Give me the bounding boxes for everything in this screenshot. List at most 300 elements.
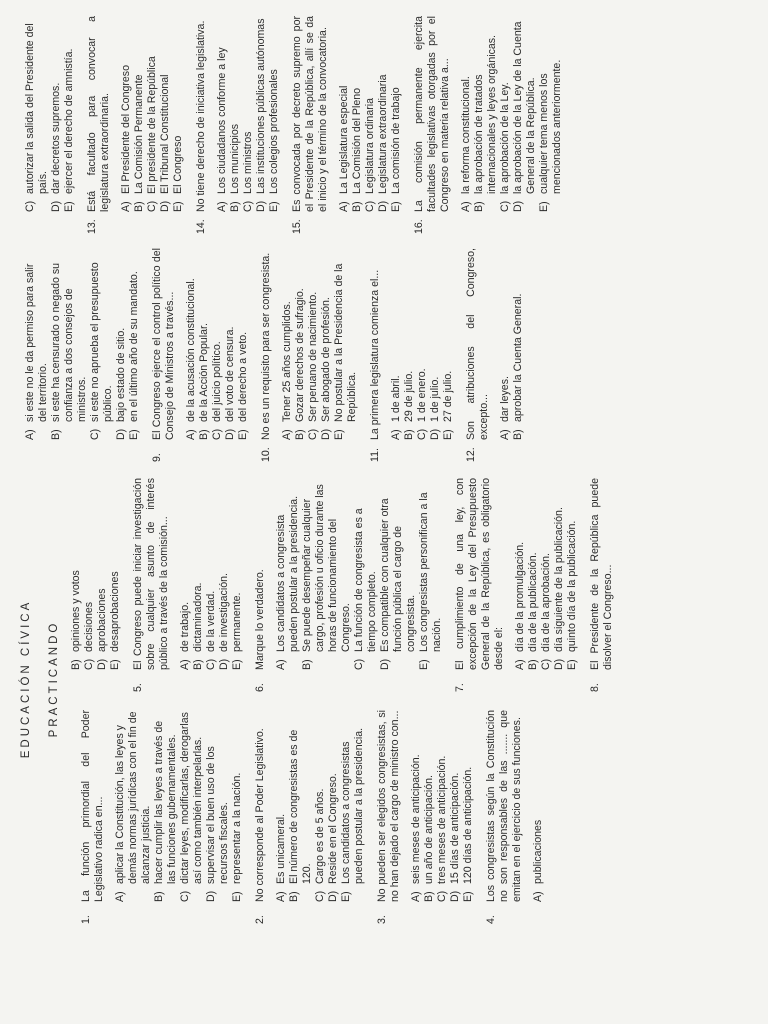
option-text: del derecho a veto. (237, 331, 249, 422)
answer-option (205, 710, 231, 902)
question-text: Marque lo verdadero. (254, 569, 266, 670)
option-text: aprobaciones (96, 588, 108, 652)
question-number: 7. (454, 683, 466, 692)
answer-option (216, 16, 229, 212)
question-text: Es convocada por decreto supremo por el Presidente de la República, allí se da el inicio y el término de la convocatoria. (291, 16, 329, 212)
option-letter: A) (185, 429, 197, 440)
answer-option (540, 478, 553, 670)
answer-option (379, 478, 418, 670)
answer-option (133, 16, 146, 212)
answer-option (429, 248, 442, 440)
option-text: La Comisión del Pleno (351, 88, 363, 194)
question-text: No tiene derecho de iniciativa legislativa. (195, 20, 207, 212)
answer-option (377, 16, 390, 212)
option-letter: D) (218, 658, 230, 670)
option-text: si este no aprueba el presupuesto público. (89, 262, 114, 422)
option-letter: C) (353, 658, 365, 670)
option-letter: C) (83, 658, 95, 670)
option-text: La función de congresista es a tiempo completo. (353, 508, 378, 652)
option-letter: B) (133, 201, 145, 212)
option-letter: A) (338, 201, 350, 212)
answer-option (268, 16, 281, 212)
question (465, 248, 525, 462)
option-letter: D) (255, 200, 267, 212)
question-number: 14. (195, 219, 207, 234)
option-letter: A) (390, 429, 402, 440)
option-text: del juicio político. (211, 341, 223, 422)
answer-option (416, 248, 429, 440)
option-text: El Tribunal Constitucional (159, 74, 171, 194)
option-letter: C) (205, 658, 217, 670)
option-text: la aprobación de tratados internacionales y leyes orgánicas. (473, 35, 498, 194)
question (195, 16, 281, 234)
option-text: cualquier tema menos los mencionados anteriormente. (538, 59, 563, 194)
question (589, 478, 615, 692)
option-letter: D) (205, 890, 217, 902)
option-letter: B) (229, 201, 241, 212)
answer-option (83, 478, 96, 670)
question-number: 8. (589, 683, 601, 692)
question-number: 10. (260, 447, 272, 462)
question (260, 248, 359, 462)
question (70, 478, 122, 692)
option-letter: D) (115, 428, 127, 440)
answer-option (390, 248, 403, 440)
answer-option (115, 248, 128, 440)
option-text: Ser peruano de nacimiento. (307, 291, 319, 422)
option-text: publicaciones (532, 819, 544, 884)
answer-option (159, 16, 172, 212)
option-letter: D) (224, 428, 236, 440)
option-text: La comisión de trabajo (390, 87, 402, 194)
option-letter: D) (96, 658, 108, 670)
answer-option (96, 478, 109, 670)
option-letter: A) (216, 201, 228, 212)
answer-option (281, 248, 294, 440)
answer-option (288, 710, 314, 902)
option-text: El número de congresistas es de 120. (288, 729, 313, 884)
answer-options (179, 478, 244, 670)
answer-option (473, 16, 499, 212)
option-text: Los candidatos a congresista pueden postular a la presidencia. (275, 495, 300, 652)
column-2 (70, 478, 625, 692)
option-text: Es unicameral. (275, 813, 287, 884)
answer-option (338, 16, 351, 212)
option-text: Los colegios profesionales (268, 69, 280, 194)
answer-option (153, 710, 179, 902)
option-letter: C) (242, 200, 254, 212)
option-text: 120 días de anticipación. (462, 766, 474, 884)
option-letter: E) (538, 201, 550, 212)
answer-option (340, 710, 366, 902)
option-letter: C) (314, 890, 326, 902)
answer-option (24, 16, 50, 212)
answer-options (460, 16, 564, 212)
option-letter: D) (327, 890, 339, 902)
option-text: El Congreso (172, 135, 184, 194)
answer-option (229, 16, 242, 212)
answer-options (514, 478, 579, 670)
option-text: de la acusación constitucional. (185, 278, 197, 422)
answer-options (24, 248, 141, 440)
option-text: de la verdad. (205, 590, 217, 652)
option-letter: B) (288, 891, 300, 902)
answer-option (410, 710, 423, 902)
option-text: Se puede desempeñar cualquier cargo, profesión u oficio durante las horas de funcionamiento del Congreso. (301, 484, 352, 652)
answer-option (499, 16, 512, 212)
answer-options (338, 16, 403, 212)
answer-options (532, 710, 545, 902)
option-text: del voto de censura. (224, 326, 236, 422)
option-letter: E) (109, 659, 121, 670)
answer-option (499, 248, 512, 440)
option-text: Reside en el Congreso. (327, 773, 339, 884)
answer-option (294, 248, 307, 440)
question-text: La función primordial del Poder Legislativo radica en... (80, 710, 105, 902)
option-text: dar decretos supremos. (50, 82, 62, 194)
question-text: Está facultado para convocar a legislatura extraordinaria. (86, 16, 111, 212)
option-letter: D) (449, 890, 461, 902)
answer-option (390, 16, 403, 212)
question-text: No es un requisito para ser congresista. (260, 252, 272, 440)
question-number: 4. (485, 915, 497, 924)
option-letter: D) (512, 200, 524, 212)
answer-option (532, 710, 545, 902)
option-letter: E) (566, 659, 578, 670)
question (24, 248, 141, 462)
question (24, 16, 76, 234)
answer-option (231, 710, 244, 902)
option-text: 27 de julio. (442, 370, 454, 422)
option-letter: A) (532, 891, 544, 902)
answer-options (410, 710, 475, 902)
option-text: Ser abogado de profesión. (320, 297, 332, 422)
option-letter: E) (462, 891, 474, 902)
option-text: Los ministros (242, 131, 254, 194)
answer-option (89, 248, 115, 440)
option-text: Legislatura extraordinaria (377, 74, 389, 194)
answer-options (275, 478, 444, 670)
answer-option (218, 478, 231, 670)
question-text: El Congreso ejerce el control político del Consejo de Ministros a través... (151, 248, 176, 440)
option-text: Las instituciones públicas autónomas (255, 18, 267, 194)
option-text: hacer cumplir las leyes a través de las funciones gubernamentales. (153, 720, 178, 884)
answer-option (462, 710, 475, 902)
answer-option (527, 478, 540, 670)
answer-option (179, 478, 192, 670)
answer-option (128, 248, 141, 440)
answer-option (275, 710, 288, 902)
option-text: día de la publicación. (527, 552, 539, 652)
option-letter: D) (429, 428, 441, 440)
option-text: bajo estado de sitio. (115, 327, 127, 422)
option-text: dictar leyes, modificarlas, derogarlas así como también interpelarlas. (179, 712, 204, 884)
column-3 (24, 248, 535, 462)
option-text: aplicar la Constitución, las leyes y demás normas jurídicas con el fin de alcanzar justicia. (114, 711, 152, 884)
question (291, 16, 403, 234)
answer-option (301, 478, 353, 670)
option-text: La Legislatura especial (338, 85, 350, 194)
answer-options (216, 16, 281, 212)
answer-option (70, 478, 83, 670)
option-text: 1 de julio. (429, 376, 441, 422)
option-letter: E) (172, 201, 184, 212)
document-title: EDUCACIÓN CÍVICA (20, 599, 32, 759)
option-letter: B) (301, 659, 313, 670)
option-letter: A) (460, 201, 472, 212)
option-letter: C) (307, 428, 319, 440)
question (376, 710, 475, 924)
answer-options (24, 16, 76, 212)
option-text: opiniones y votos (70, 570, 82, 652)
option-text: representar a la nación. (231, 772, 243, 884)
option-text: dictaminadora. (192, 582, 204, 652)
option-text: la aprobación de la Ley de la Cuenta General de la República. (512, 21, 537, 194)
option-text: 29 de julio. (403, 370, 415, 422)
answer-option (205, 478, 218, 670)
question-number: 12. (465, 447, 477, 462)
option-letter: B) (423, 891, 435, 902)
option-text: de la Acción Popular. (198, 323, 210, 422)
answer-option (63, 16, 76, 212)
option-letter: D) (159, 200, 171, 212)
option-text: de investigación. (218, 573, 230, 652)
answer-option (364, 16, 377, 212)
answer-options (275, 710, 366, 902)
option-letter: E) (237, 429, 249, 440)
option-text: Los candidatos a congresistas pueden postular a la presidencia. (340, 727, 365, 884)
section-title: PRACTICANDO (48, 620, 60, 738)
answer-option (237, 248, 250, 440)
option-letter: E) (268, 201, 280, 212)
option-letter: A) (120, 201, 132, 212)
answer-option (418, 478, 444, 670)
answer-option (403, 248, 416, 440)
option-letter: D) (553, 658, 565, 670)
question (151, 248, 250, 462)
option-text: Los congresistas personifican a la nación. (418, 492, 443, 652)
answer-options (114, 710, 244, 902)
answer-options (281, 248, 359, 440)
question-text: Los congresistas según la Constitución no son responsables de las ....... que emitan en el ejercicio de sus funciones. (485, 710, 523, 902)
option-text: El presidente de la República (146, 56, 158, 194)
option-letter: E) (231, 891, 243, 902)
option-text: Legislatura ordinaria (364, 98, 376, 194)
option-text: seis meses de anticipación. (410, 754, 422, 884)
answer-option (449, 710, 462, 902)
option-text: día de la promulgación. (514, 541, 526, 652)
question-number: 5. (132, 683, 144, 692)
option-text: la reforma constitucional. (460, 76, 472, 194)
option-text: ejercer el derecho de amnistía. (63, 48, 75, 194)
answer-option (333, 248, 359, 440)
option-text: Los municipios (229, 123, 241, 194)
question (80, 710, 244, 924)
answer-option (442, 248, 455, 440)
answer-option (460, 16, 473, 212)
option-text: en el último año de su mandato. (128, 271, 140, 422)
option-letter: C) (540, 658, 552, 670)
question (132, 478, 244, 692)
answer-option (351, 16, 364, 212)
question (86, 16, 185, 234)
question-text: El cumplimiento de una ley, con excepción de la Ley del Presupuesto General de la República, es obligatorio desde el: (454, 478, 505, 670)
question (369, 248, 455, 462)
answer-option (179, 710, 205, 902)
option-letter: E) (231, 659, 243, 670)
option-text: dar leyes. (499, 376, 511, 422)
answer-option (211, 248, 224, 440)
answer-option (198, 248, 211, 440)
option-letter: C) (416, 428, 428, 440)
option-letter: B) (198, 429, 210, 440)
answer-option (109, 478, 122, 670)
option-letter: B) (50, 429, 62, 440)
question (254, 710, 366, 924)
option-letter: B) (527, 659, 539, 670)
answer-option (224, 248, 237, 440)
option-text: Tener 25 años cumplidos. (281, 301, 293, 422)
option-letter: C) (211, 428, 223, 440)
option-letter: E) (390, 201, 402, 212)
option-letter: E) (333, 429, 345, 440)
option-letter: C) (364, 200, 376, 212)
option-letter: A) (499, 429, 511, 440)
option-text: tres meses de anticipación. (436, 755, 448, 884)
option-text: supervisar el buen uso de los recursos fiscales. (205, 746, 230, 884)
option-text: 1 de enero. (416, 368, 428, 422)
option-text: Los ciudadanos conforme a ley (216, 47, 228, 194)
option-letter: E) (418, 659, 430, 670)
answer-option (242, 16, 255, 212)
option-text: si este ha censurado o negado su confianza a dos consejos de ministros. (50, 262, 88, 422)
question-number: 16. (413, 219, 425, 234)
option-letter: B) (403, 429, 415, 440)
option-letter: E) (340, 891, 352, 902)
question-text: La primera legislatura comienza el... (369, 269, 381, 440)
option-letter: C) (146, 200, 158, 212)
option-text: desaprobaciones (109, 571, 121, 652)
option-letter: C) (499, 200, 511, 212)
option-letter: B) (70, 659, 82, 670)
option-text: aprobar la Cuenta General. (512, 293, 524, 422)
option-letter: E) (63, 201, 75, 212)
option-text: Es compatible con cualquier otra función pública el cargo de congresista. (379, 498, 417, 652)
option-text: si este no le da permiso para salir del territorio. (24, 263, 49, 422)
option-letter: A) (514, 659, 526, 670)
question (254, 478, 444, 692)
question-number: 11. (369, 448, 381, 462)
option-text: día siguiente de la publicación. (553, 507, 565, 652)
option-text: permanente. (231, 592, 243, 652)
question (454, 478, 579, 692)
answer-option (314, 710, 327, 902)
answer-option (24, 248, 50, 440)
option-text: decisiones (83, 601, 95, 652)
question (413, 16, 564, 234)
option-text: quinto día de la publicación. (566, 520, 578, 652)
answer-option (353, 478, 379, 670)
answer-option (512, 248, 525, 440)
option-letter: A) (179, 659, 191, 670)
answer-option (566, 478, 579, 670)
question-number: 6. (254, 683, 266, 692)
answer-option (538, 16, 564, 212)
option-letter: D) (50, 200, 62, 212)
option-letter: B) (473, 201, 485, 212)
question-text: No pueden ser elegidos congresistas, si no han dejado el cargo de ministro con... (376, 710, 401, 902)
option-letter: C) (179, 890, 191, 902)
question-number: 2. (254, 915, 266, 924)
answer-option (512, 16, 538, 212)
option-text: de trabajo. (179, 601, 191, 652)
option-text: Gozar derechos de sufragio. (294, 288, 306, 422)
answer-option (436, 710, 449, 902)
option-letter: B) (512, 429, 524, 440)
answer-option (172, 16, 185, 212)
column-1 (80, 710, 555, 924)
answer-option (50, 16, 63, 212)
question-number: 13. (86, 219, 98, 234)
question-number: 9. (151, 453, 163, 462)
question-number: 15. (291, 219, 303, 234)
option-letter: A) (24, 429, 36, 440)
option-letter: A) (114, 891, 126, 902)
answer-option (120, 16, 133, 212)
answer-option (275, 478, 301, 670)
question-text: El Congreso puede iniciar investigación sobre cualquier asunto de interés público a través de la comisión... (132, 478, 170, 670)
answer-option (423, 710, 436, 902)
option-letter: D) (377, 200, 389, 212)
option-text: La Comisión Permanente (133, 74, 145, 194)
option-letter: A) (275, 891, 287, 902)
option-text: No postular a la Presidencia de la República. (333, 263, 358, 422)
option-letter: B) (153, 891, 165, 902)
answer-option (307, 248, 320, 440)
option-letter: C) (436, 890, 448, 902)
option-letter: B) (294, 429, 306, 440)
option-text: día de la aprobación. (540, 553, 552, 652)
question-number: 1. (80, 915, 92, 924)
option-text: un año de anticipación. (423, 775, 435, 884)
option-letter: A) (275, 659, 287, 670)
option-text: 1 de abril. (390, 375, 402, 422)
answer-options (499, 248, 525, 440)
option-letter: D) (379, 658, 391, 670)
answer-option (192, 478, 205, 670)
option-letter: A) (281, 429, 293, 440)
answer-option (255, 16, 268, 212)
option-letter: B) (192, 659, 204, 670)
option-text: 15 días de anticipación. (449, 772, 461, 884)
question-text: El Presidente de la República puede disolver el Congreso... (589, 478, 614, 670)
answer-options (185, 248, 250, 440)
answer-option (327, 710, 340, 902)
option-letter: E) (128, 429, 140, 440)
option-letter: B) (351, 201, 363, 212)
answer-option (185, 248, 198, 440)
answer-option (114, 710, 153, 902)
question-text: No corresponde al Poder Legislativo. (254, 728, 266, 902)
question-text: La comisión permanente ejercita facultades legislativas otorgadas por el Congreso en materia relativa a... (413, 16, 451, 212)
option-text: la aprobación de la Ley. (499, 82, 511, 194)
question-text: Son atribuciones del Congreso, excepto... (465, 248, 490, 440)
option-text: autorizar la salida del Presidente del país. (24, 23, 49, 194)
option-letter: C) (24, 200, 36, 212)
answer-option (320, 248, 333, 440)
answer-option (553, 478, 566, 670)
option-letter: E) (442, 429, 454, 440)
